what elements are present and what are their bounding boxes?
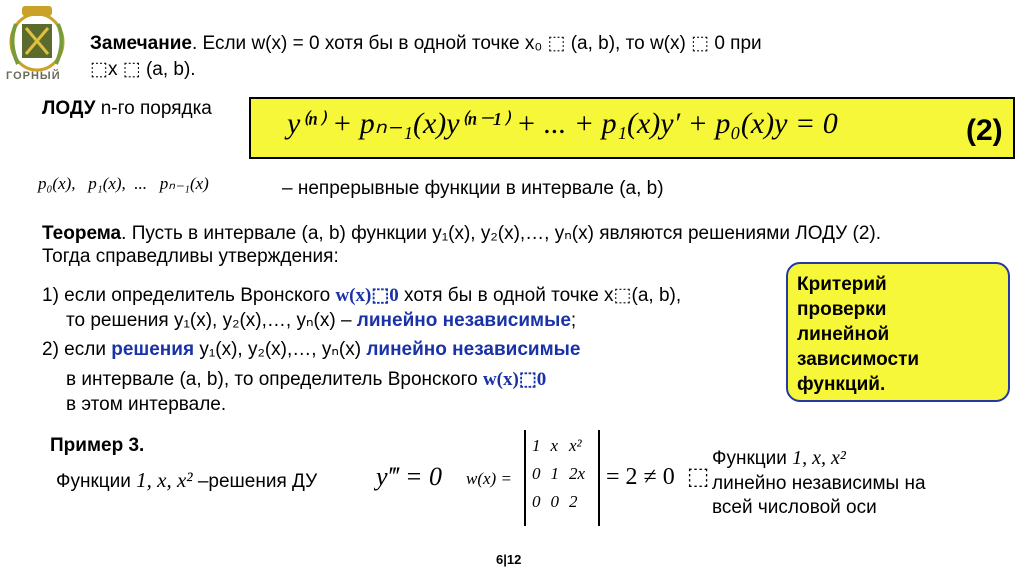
item1-text-e: ; (570, 310, 577, 331)
criterion-line-3: линейной (797, 324, 890, 345)
conclusion-line1 (712, 447, 846, 470)
item1-line2 (66, 309, 576, 332)
matrix-row (527, 460, 590, 488)
equation-number: (2) (966, 114, 1003, 147)
criterion-line-5: функций. (797, 374, 886, 395)
item1-text-b: хотя бы в одной точке x⬚(a, b), (398, 285, 682, 306)
item2-text-e: в интервале (a, b), то определитель Вронского (66, 369, 483, 390)
criterion-line-2: проверки (797, 299, 887, 320)
item2-wronskian: w(x)⬚0 (482, 369, 547, 390)
matrix-cell: x² (569, 436, 582, 455)
determinant-right-bar (598, 430, 600, 526)
lodu-label: ЛОДУ (42, 98, 96, 119)
example-funcs-label: Функции (56, 471, 137, 492)
matrix-cell: 2x (569, 464, 586, 483)
item1-conclusion: линейно независимые (356, 310, 571, 331)
conclusion-label: Функции (712, 448, 793, 469)
item2-solutions: решения (111, 339, 195, 360)
coefficients-list: p₀(x), p₁(x), ... pₙ₋₁(x) (38, 174, 209, 193)
item2-line3: в этом интервале. (66, 394, 227, 415)
remark-line2: ⬚x ⬚ (a, b). (90, 59, 196, 80)
lodu-equation: y⁽ⁿ⁾ + pₙ₋₁(x)y⁽ⁿ⁻¹⁾ + ... + p₁(x)y′ + p₀(x)y = 0 (287, 107, 838, 140)
remark-line1 (90, 32, 762, 55)
item1-line1 (42, 284, 681, 307)
logo-text: ГОРНЫЙ (6, 70, 61, 82)
lodu-heading (42, 98, 212, 120)
theorem-line1 (42, 222, 881, 245)
theorem-line2: Тогда справедливы утверждения: (42, 246, 339, 267)
item2-line1 (42, 338, 580, 361)
item1-wronskian: w(x)⬚0 (335, 285, 399, 306)
item2-line2 (66, 368, 546, 391)
conclusion-funcs: 1, x, x² (792, 447, 846, 469)
criterion-line-4: зависимости (797, 349, 920, 370)
remark-text1: . Если w(x) = 0 хотя бы в одной точке x₀ ⬚ (a, b), то w(x) ⬚ 0 при (191, 33, 762, 54)
example-de: y‴ = 0 (376, 462, 443, 491)
example-functions (56, 468, 317, 493)
matrix-row (527, 432, 590, 460)
matrix-cell: 2 (569, 492, 578, 511)
conclusion-line2: линейно независимы на (712, 473, 926, 494)
conclusion-line3: всей числовой оси (712, 497, 877, 518)
matrix-row (527, 488, 590, 516)
coefficients-desc: – непрерывные функции в интервале (a, b) (282, 178, 664, 199)
remark-label: Замечание (90, 33, 192, 54)
example-title: Пример 3. (50, 435, 145, 456)
theorem-text1: . Пусть в интервале (a, b) функции y₁(x), y₂(x),…, yₙ(x) являются решениями ЛОДУ (2). (121, 223, 881, 244)
wronskian-label: w(x) = (466, 469, 512, 488)
item1-text-a: 1) если определитель Вронского (42, 285, 336, 306)
item1-text-c: то решения y₁(x), y₂(x),…, yₙ(x) – (66, 310, 357, 331)
matrix-cell: x (550, 436, 559, 455)
item2-condition: линейно независимые (366, 339, 581, 360)
theorem-label: Теорема (42, 223, 122, 244)
matrix-cell: 1 (550, 464, 559, 483)
matrix-cell: 1 (532, 436, 541, 455)
matrix-cell: 0 (532, 492, 541, 511)
determinant-left-bar (524, 430, 526, 526)
item2-text-c: y₁(x), y₂(x),…, yₙ(x) (194, 339, 367, 360)
wronskian-result: = 2 ≠ 0 ⬚ (606, 464, 710, 490)
item2-text-a: 2) если (42, 339, 112, 360)
matrix-cell: 0 (550, 492, 559, 511)
wronskian-matrix (527, 432, 590, 516)
example-funcs-tail: –решения ДУ (192, 471, 318, 492)
criterion-text (797, 272, 919, 397)
criterion-line-1: Критерий (797, 274, 887, 295)
lodu-suffix: n-го порядка (100, 98, 212, 119)
example-funcs: 1, x, x² (136, 468, 193, 492)
page-number: 6|12 (496, 552, 522, 567)
matrix-cell: 0 (532, 464, 541, 483)
